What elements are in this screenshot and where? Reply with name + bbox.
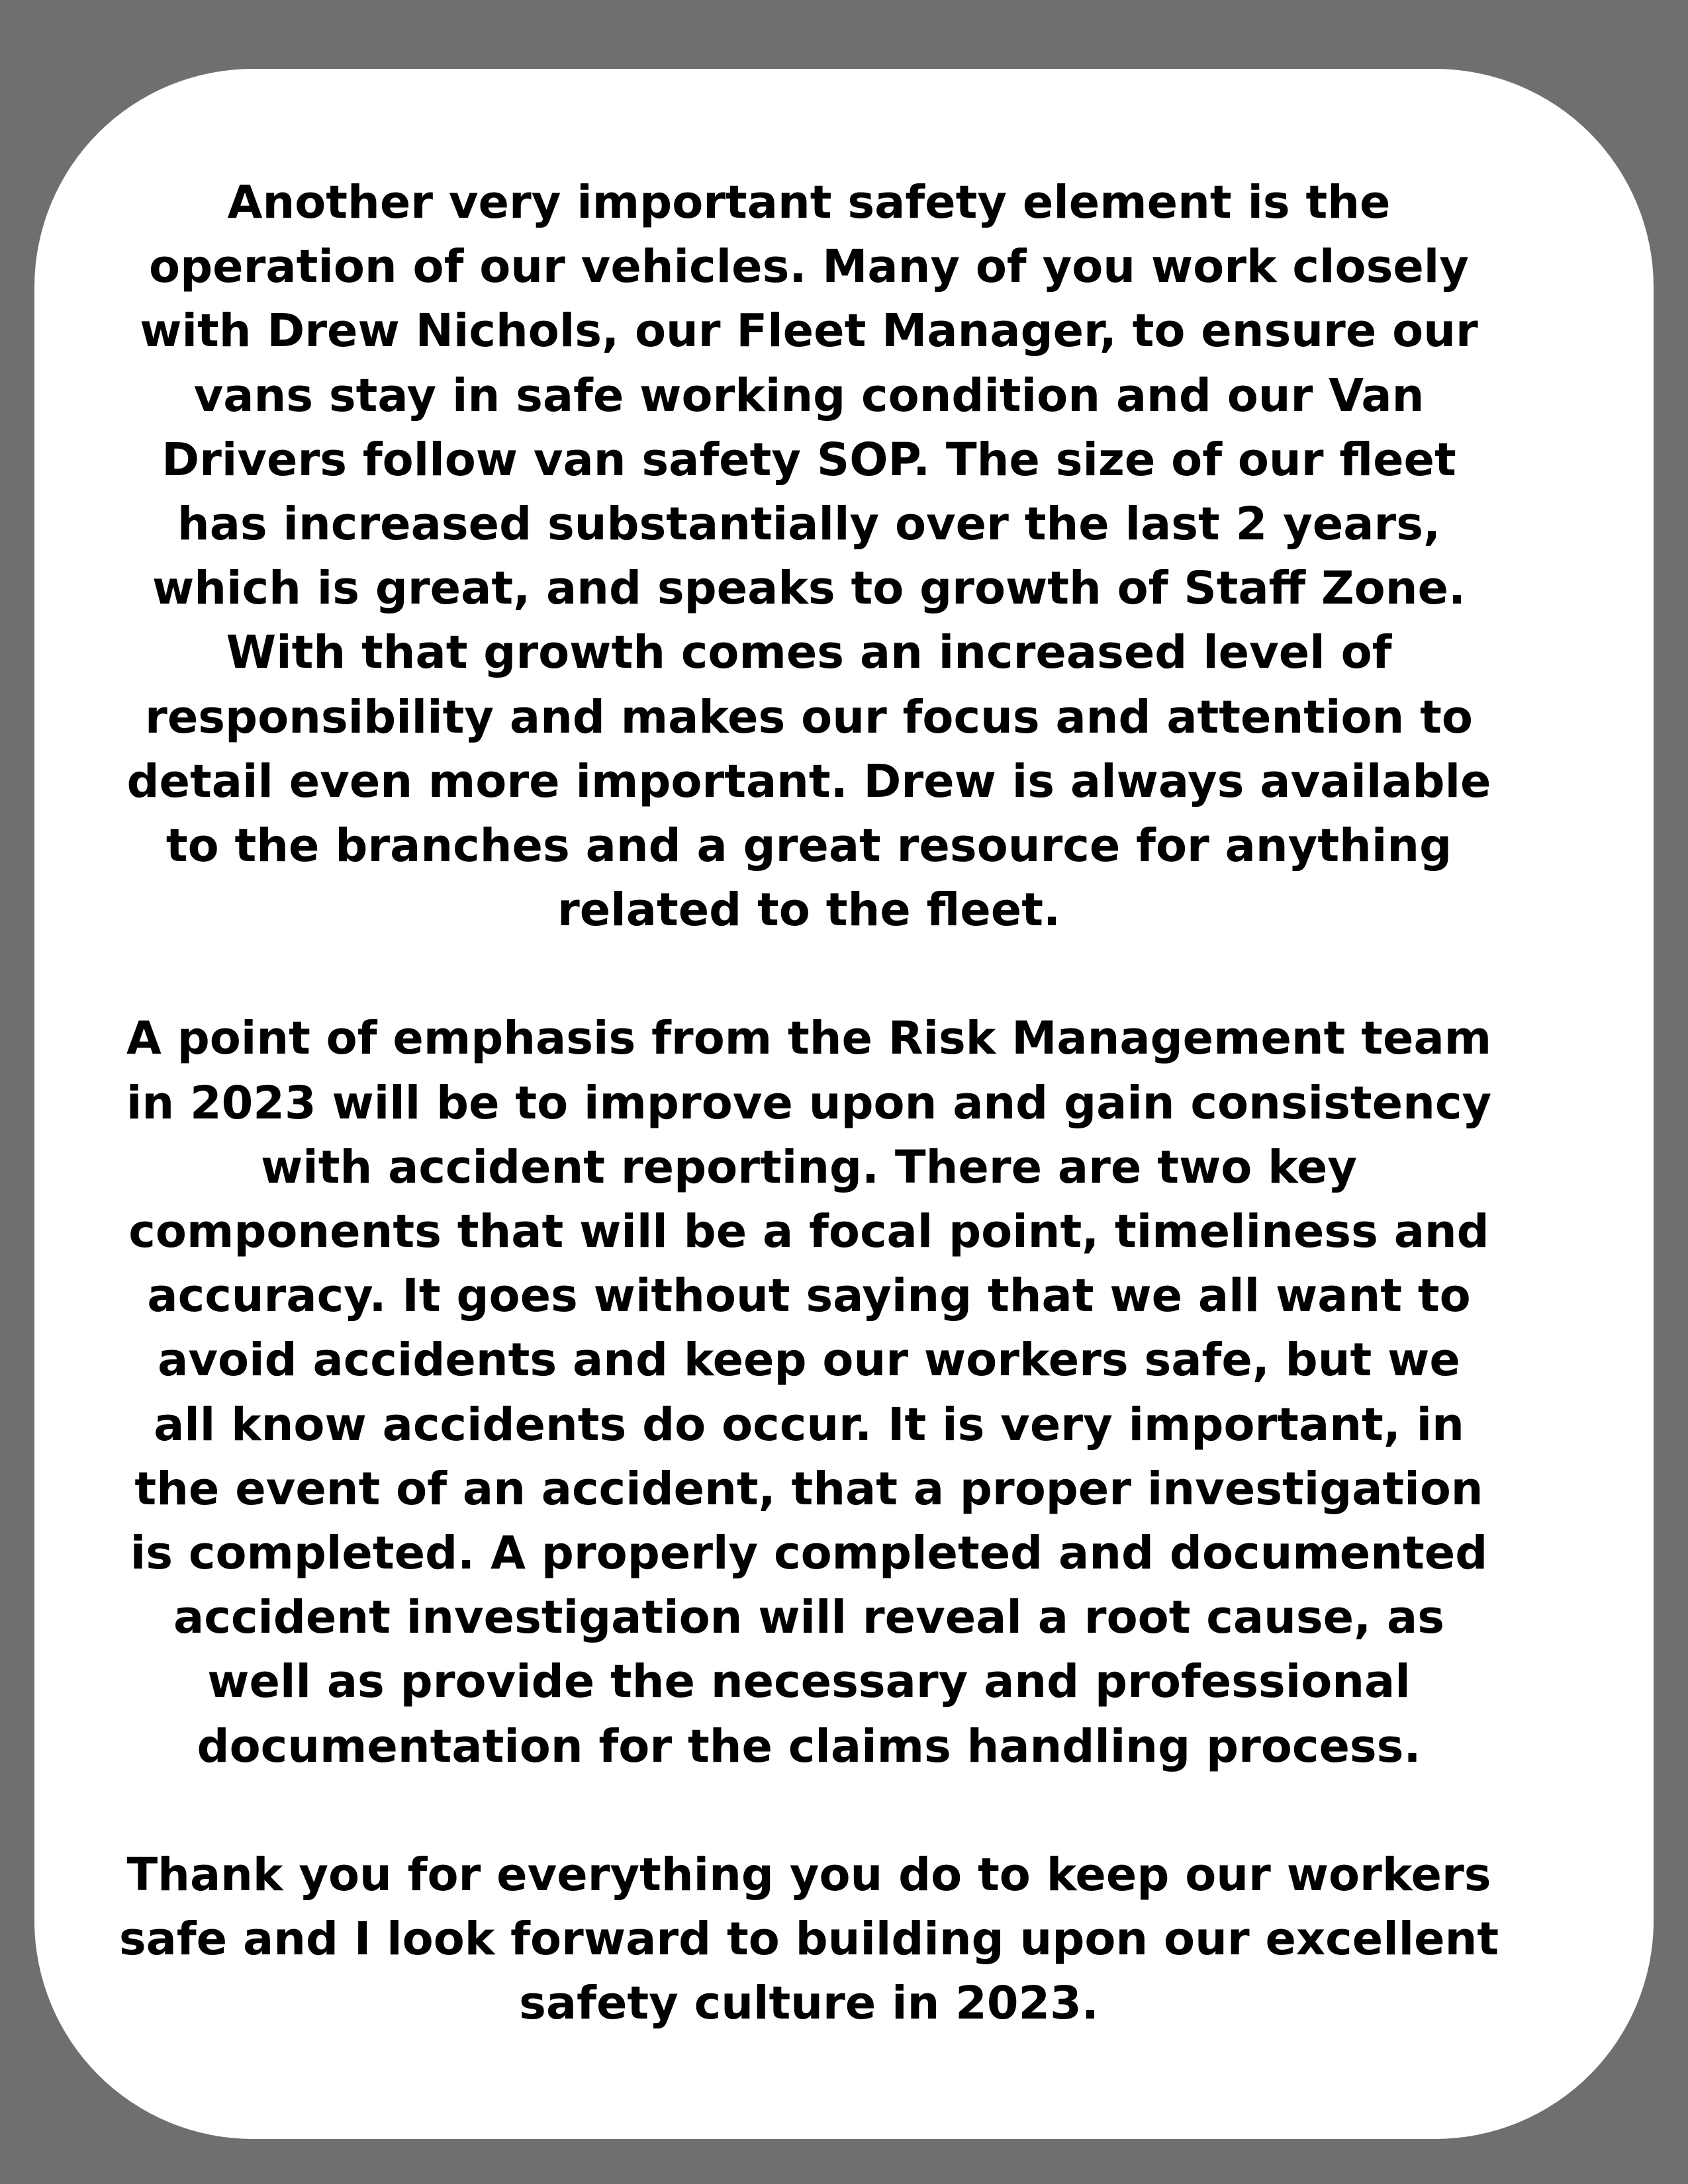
text-line: detail even more important. Drew is always available <box>126 754 1491 808</box>
text-line: components that will be a focal point, timeliness and <box>128 1205 1489 1259</box>
text-line: A point of emphasis from the Risk Management team <box>126 1012 1492 1066</box>
text-line: the event of an accident, that a proper investigation <box>134 1462 1483 1516</box>
text-line: with accident reporting. There are two key <box>260 1140 1357 1194</box>
text-line: Thank you for everything you do to keep our workers <box>126 1848 1491 1901</box>
text-line: has increased substantially over the last 2 years, <box>177 498 1441 551</box>
paragraph-accident-reporting <box>48 1007 1570 1778</box>
text-line: avoid accidents and keep our workers safe, but we <box>158 1334 1460 1387</box>
text-line: with Drew Nichols, our Fleet Manager, to ensure our <box>140 304 1478 358</box>
text-line: responsibility and makes our focus and attention to <box>145 690 1473 744</box>
text-line: accident investigation will reveal a root cause, as <box>173 1591 1444 1645</box>
text-line: is completed. A properly completed and documented <box>130 1527 1488 1580</box>
text-line: Another very important safety element is the <box>227 176 1391 229</box>
letter-body <box>48 171 1570 2036</box>
text-line: Drivers follow van safety SOP. The size of our fleet <box>162 433 1456 486</box>
text-line: safe and I look forward to building upon our excellent <box>118 1913 1499 1966</box>
paragraph-closing-thanks <box>48 1843 1570 2036</box>
paragraph-spacer <box>48 1779 1570 1843</box>
text-line: documentation for the claims handling process. <box>197 1719 1421 1773</box>
paragraph-spacer <box>48 942 1570 1007</box>
text-line: all know accidents do occur. It is very important, in <box>154 1398 1464 1451</box>
text-line: related to the fleet. <box>557 884 1060 937</box>
paragraph-vehicle-safety <box>48 171 1570 942</box>
text-line: in 2023 will be to improve upon and gain consistency <box>126 1076 1492 1130</box>
text-line: operation of our vehicles. Many of you work closely <box>149 240 1469 294</box>
text-line: well as provide the necessary and professional <box>207 1655 1411 1709</box>
text-line: With that growth comes an increased level of <box>226 626 1392 680</box>
text-line: accuracy. It goes without saying that we all want to <box>147 1269 1471 1323</box>
text-line: vans stay in safe working condition and our Van <box>193 369 1425 422</box>
text-line: to the branches and a great resource for anything <box>165 819 1452 873</box>
text-line: which is great, and speaks to growth of Staff Zone. <box>152 562 1466 615</box>
text-line: safety culture in 2023. <box>519 1977 1099 2030</box>
